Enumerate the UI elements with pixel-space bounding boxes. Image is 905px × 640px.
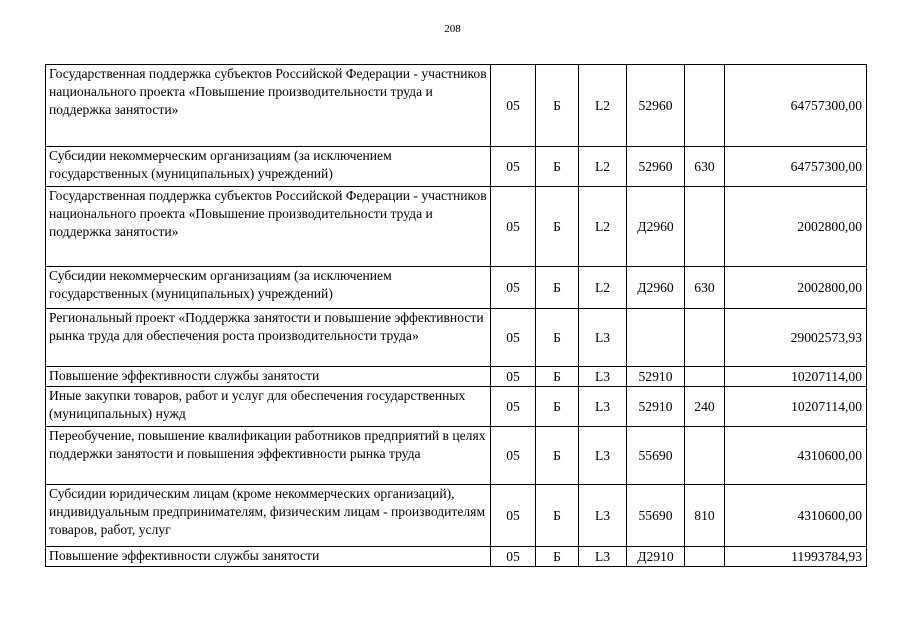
project-code: L2 [579,147,627,187]
row-name: Иные закупки товаров, работ и услуг для обеспечения государственных (муниципальных) нужд [46,387,491,427]
amount: 29002573,93 [725,309,867,367]
target-code: Д2910 [627,547,685,567]
section-code: 05 [491,485,536,547]
row-name: Повышение эффективности службы занятости [46,367,491,387]
section-code: 05 [491,147,536,187]
amount: 11993784,93 [725,547,867,567]
row-name: Государственная поддержка субъектов Российской Федерации - участников национального проекта «Повышение производительности труда и поддержка занятости» [46,65,491,147]
table-row [46,187,867,267]
table-row [46,387,867,427]
program-code: Б [536,387,579,427]
program-code: Б [536,367,579,387]
expense-type [685,187,725,267]
expense-type: 810 [685,485,725,547]
program-code: Б [536,309,579,367]
section-code: 05 [491,387,536,427]
expense-type [685,309,725,367]
table-row [46,547,867,567]
program-code: Б [536,485,579,547]
expense-type [685,367,725,387]
table-row [46,367,867,387]
expense-type: 240 [685,387,725,427]
expense-type [685,547,725,567]
expense-type [685,65,725,147]
table-row [46,267,867,309]
section-code: 05 [491,267,536,309]
program-code: Б [536,267,579,309]
expense-type: 630 [685,147,725,187]
amount: 10207114,00 [725,387,867,427]
page-number: 208 [444,23,461,35]
section-code: 05 [491,309,536,367]
section-code: 05 [491,547,536,567]
target-code: Д2960 [627,267,685,309]
row-name: Повышение эффективности службы занятости [46,547,491,567]
amount: 64757300,00 [725,65,867,147]
project-code: L2 [579,65,627,147]
program-code: Б [536,65,579,147]
target-code: Д2960 [627,187,685,267]
amount: 2002800,00 [725,267,867,309]
row-name: Региональный проект «Поддержка занятости и повышение эффективности рынка труда для обеспечения роста производительности труда» [46,309,491,367]
amount: 4310600,00 [725,427,867,485]
table-row [46,485,867,547]
project-code: L3 [579,387,627,427]
row-name: Субсидии некоммерческим организациям (за исключением государственных (муниципальных) учреждений) [46,267,491,309]
target-code: 55690 [627,427,685,485]
project-code: L3 [579,485,627,547]
table-row [46,427,867,485]
target-code: 52960 [627,65,685,147]
row-name: Государственная поддержка субъектов Российской Федерации - участников национального проекта «Повышение производительности труда и поддержка занятости» [46,187,491,267]
table-row [46,147,867,187]
amount: 10207114,00 [725,367,867,387]
table-row [46,65,867,147]
program-code: Б [536,187,579,267]
expense-type: 630 [685,267,725,309]
section-code: 05 [491,367,536,387]
target-code: 52960 [627,147,685,187]
row-name: Субсидии юридическим лицам (кроме некоммерческих организаций), индивидуальным предпринимателям, физическим лицам - производителям товаров, работ, услуг [46,485,491,547]
section-code: 05 [491,65,536,147]
target-code [627,309,685,367]
table-row [46,309,867,367]
target-code: 55690 [627,485,685,547]
project-code: L3 [579,309,627,367]
target-code: 52910 [627,387,685,427]
project-code: L3 [579,547,627,567]
section-code: 05 [491,187,536,267]
expense-type [685,427,725,485]
row-name: Переобучение, повышение квалификации работников предприятий в целях поддержки занятости и повышения эффективности рынка труда [46,427,491,485]
target-code: 52910 [627,367,685,387]
project-code: L2 [579,267,627,309]
amount: 4310600,00 [725,485,867,547]
budget-table [45,64,867,567]
project-code: L3 [579,427,627,485]
project-code: L3 [579,367,627,387]
program-code: Б [536,147,579,187]
amount: 2002800,00 [725,187,867,267]
program-code: Б [536,427,579,485]
row-name: Субсидии некоммерческим организациям (за исключением государственных (муниципальных) учреждений) [46,147,491,187]
section-code: 05 [491,427,536,485]
amount: 64757300,00 [725,147,867,187]
project-code: L2 [579,187,627,267]
program-code: Б [536,547,579,567]
